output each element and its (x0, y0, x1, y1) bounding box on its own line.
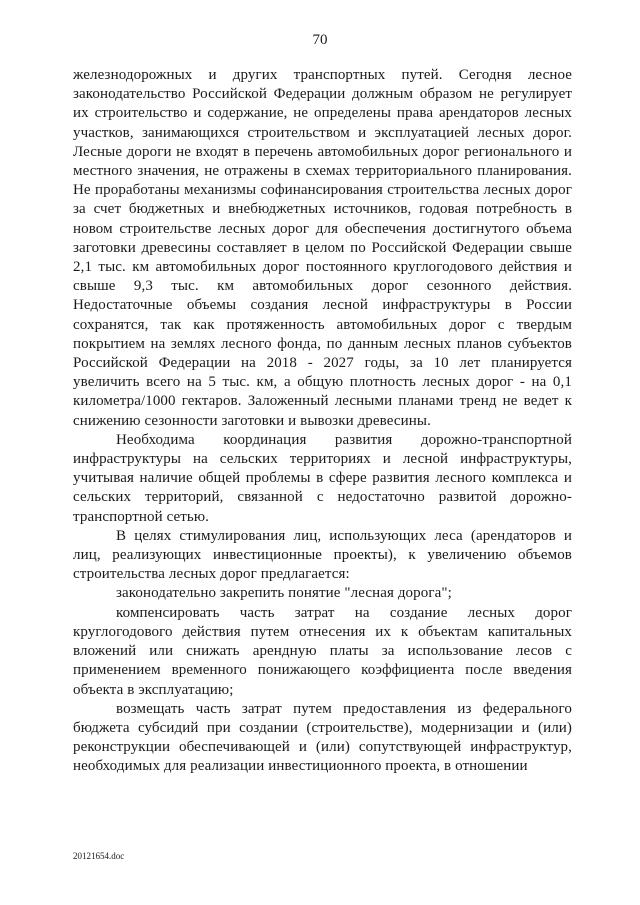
paragraph-4: законодательно закрепить понятие "лесная дорога"; (116, 585, 452, 602)
paragraph-6: возмещать часть затрат путем предоставления из федерального бюджета субсидий при создании (строительстве), модернизации и (или) реконструкции обеспечивающей и (или) сопутствующей инфраструктур, необходимых для реализации инвестиционного проекта, в отношении (73, 700, 572, 775)
paragraph-5: компенсировать часть затрат на создание лесных дорог круглогодового действия путем отнесения их к объектам капитальных вложений или снижать арендную платы за использование лесов с применением временного понижающего коэффициента после введения объекта в эксплуатацию; (73, 604, 572, 698)
paragraph-2: Необходима координация развития дорожно-транспортной инфраструктуры на сельских территориях и лесной инфраструктуры, учитывая наличие общей проблемы в сфере развития лесного комплекса и сельских территорий, связанной с недостаточно развитой дорожно-транспортной сетью. (73, 431, 572, 525)
page-number: 70 (312, 32, 328, 48)
footer-filename: 20121654.doc (73, 851, 125, 861)
paragraph-1: железнодорожных и других транспортных путей. Сегодня лесное законодательство Российской Федерации должным образом не регулирует их строительство и содержание, не определены права арендаторов лесных участков, занимающихся строительством и эксплуатацией лесных дорог. Лесные дороги не входят в перечень автомобильных дорог регионального и местного значения, не отражены в схемах территориального планирования. Не проработаны механизмы софинансирования строительства лесных дорог за счет бюджетных и внебюджетных источников, годовая потребность в новом строительстве лесных дорог для обеспечения достигнутого объема заготовки древесины составляет в целом по Российской Федерации свыше 2,1 тыс. км автомобильных дорог постоянного круглогодового действия и свыше 9,3 тыс. км автомобильных дорог сезонного действия. Недостаточные объемы создания лесной инфраструктуры в России сохранятся, так как протяженность автомобильных дорог с твердым покрытием на землях лесного фонда, по данным лесных планов субъектов Российской Федерации на 2018 - 2027 годы, за 10 лет планируется увеличить всего на 5 тыс. км, а общую плотность лесных дорог - на 0,1 километра/1000 гектаров. Заложенный лесными планами тренд не ведет к снижению сезонности заготовки и вывозки древесины. (73, 67, 572, 429)
body-text (73, 66, 572, 777)
paragraph-3: В целях стимулирования лиц, использующих леса (арендаторов и лиц, реализующих инвестиционные проекты), к увеличению объемов строительства лесных дорог предлагается: (73, 527, 572, 583)
